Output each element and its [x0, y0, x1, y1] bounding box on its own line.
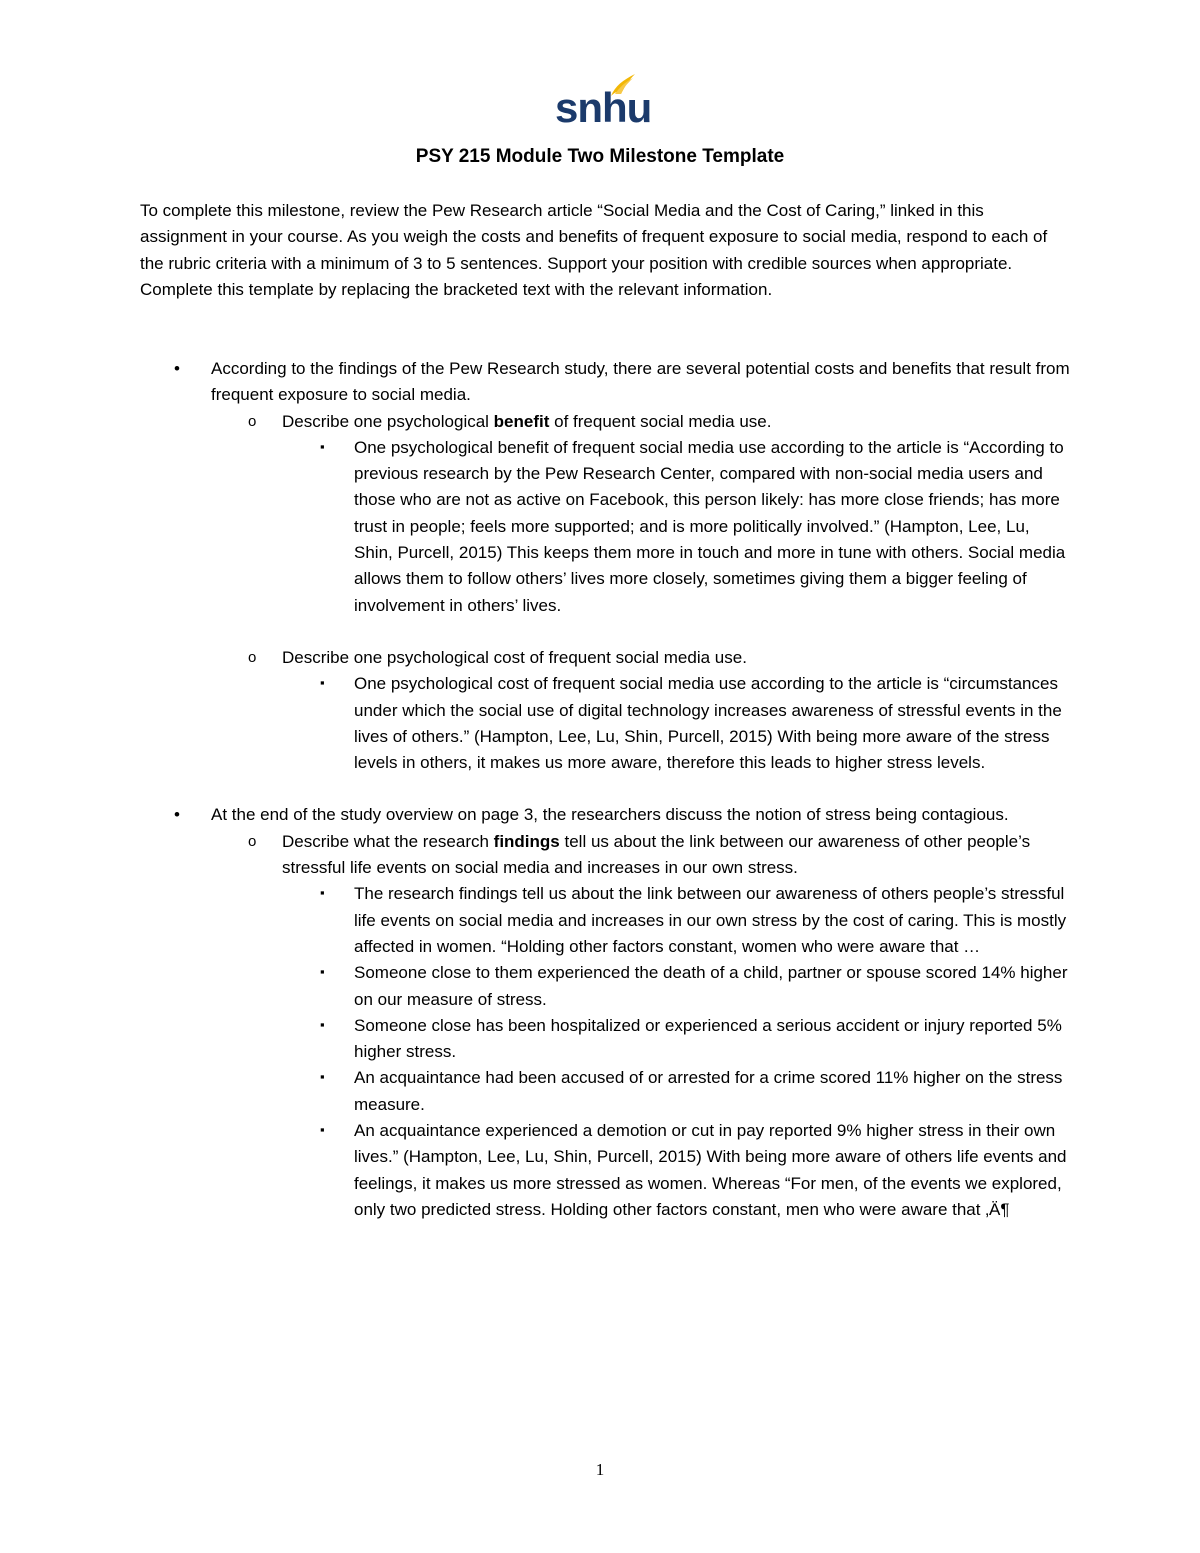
sub-item — [211, 645, 1070, 776]
square-marker-icon: ▪ — [320, 1122, 325, 1138]
answer-text: Someone close to them experienced the death of a child, partner or spouse scored 14% higher on our measure of stress. — [354, 963, 1068, 1009]
question-keyword: benefit — [493, 411, 550, 431]
question-pre: Describe one psychological — [282, 647, 494, 667]
bullet-item — [140, 802, 1070, 1223]
square-marker-icon: ▪ — [320, 675, 325, 691]
page-title: PSY 215 Module Two Milestone Template — [415, 146, 785, 167]
bullet-dot-icon: • — [174, 805, 180, 825]
intro-paragraph: To complete this milestone, review the Pew Research article “Social Media and the Cost of Caring,” linked in this assignment in your course. As you weigh the costs and benefits of frequent exposure to social media, respond to each of the rubric criteria with a minimum of 3 to 5 sentences. Support your position with credible sources when appropriate. Complete this template by replacing the bracketed text with the relevant information. — [140, 201, 1048, 299]
answer-item — [282, 881, 1070, 960]
question-post: of frequent social media use. — [524, 647, 747, 667]
question-keyword: cost — [493, 647, 525, 667]
bullet-text: According to the findings of the Pew Research study, there are several potential costs and benefits that result from frequent exposure to social media. — [211, 359, 1070, 405]
circle-marker-icon: o — [248, 648, 257, 666]
answer-text: One psychological cost of frequent social media use according to the article is “circumstances under which the social use of digital technology increases awareness of stressful events in the lives of others.” (Hampton, Lee, Lu, Shin, Purcell, 2015) With being more aware of the stress levels in others, it makes us more aware, therefore this leads to higher stress levels. — [354, 674, 1062, 773]
question-keyword: findings — [493, 831, 560, 851]
answer-text: An acquaintance had been accused of or arrested for a crime scored 11% higher on the stress measure. — [354, 1068, 1063, 1114]
square-marker-icon: ▪ — [320, 1069, 325, 1085]
document-body — [140, 356, 1070, 1223]
question-pre: Describe what the research — [282, 831, 494, 851]
sub-item — [211, 409, 1070, 645]
question-text — [282, 412, 771, 431]
answer-text: One psychological benefit of frequent social media use according to the article is “According to previous research by the Pew Research Center, compared with non-social media users and those who are not as active on Facebook, this person likely: has more close friends; has more trust in people; feels more supported; and is more politically involved.” (Hampton, Lee, Lu, Shin, Purcell, 2015) This keeps them more in touch and more in tune with others. Social media allows them to follow others’ lives more closely, sometimes giving them a bigger feeling of involvement in others’ lives. — [354, 437, 1066, 615]
answer-item — [282, 1065, 1070, 1118]
answer-text: Someone close has been hospitalized or experienced a serious accident or injury reported 5% higher stress. — [354, 1015, 1062, 1062]
square-marker-icon: ▪ — [320, 1016, 325, 1032]
bullet-text: At the end of the study overview on page 3, the researchers discuss the notion of stress being contagious. — [211, 805, 1009, 825]
answer-item — [282, 960, 1070, 1013]
snhu-logo — [555, 72, 652, 132]
answer-item — [282, 1013, 1070, 1066]
answer-item — [282, 1118, 1070, 1223]
answer-text: An acquaintance experienced a demotion or cut in pay reported 9% higher stress in their own lives.” (Hampton, Lee, Lu, Shin, Purcell, 2015) With being more aware of others life events and feelings, it makes us more stressed as women. Whereas “For men, of the events we explored, only two predicted stress. Holding other factors constant, men who were aware that ‚Ä¶ — [354, 1121, 1067, 1219]
logo-wordmark: snhu — [555, 84, 652, 131]
square-marker-icon: ▪ — [320, 964, 325, 980]
answer-item — [282, 435, 1070, 619]
square-marker-icon: ▪ — [320, 438, 325, 454]
question-post: of frequent social media use. — [549, 411, 772, 431]
answer-text: The research findings tell us about the link between our awareness of others people’s stressful life events on social media and increases in our own stress by the cost of caring. This is mostly affected in women. “Holding other factors constant, women who were aware that … — [354, 884, 1067, 956]
page-number: 1 — [595, 1460, 605, 1479]
answer-item — [282, 671, 1070, 776]
bullet-item — [140, 356, 1070, 776]
question-text — [282, 648, 747, 667]
sub-item — [211, 829, 1070, 1223]
question-pre: Describe one psychological — [282, 411, 494, 431]
square-marker-icon: ▪ — [320, 885, 325, 901]
circle-marker-icon: o — [248, 832, 257, 850]
bullet-dot-icon: • — [174, 359, 180, 378]
question-post: tell us about the link between our awareness of other people’s stressful life events on social media and increases in our own stress. — [282, 831, 1031, 878]
circle-marker-icon: o — [248, 412, 257, 430]
question-text — [282, 832, 1030, 877]
